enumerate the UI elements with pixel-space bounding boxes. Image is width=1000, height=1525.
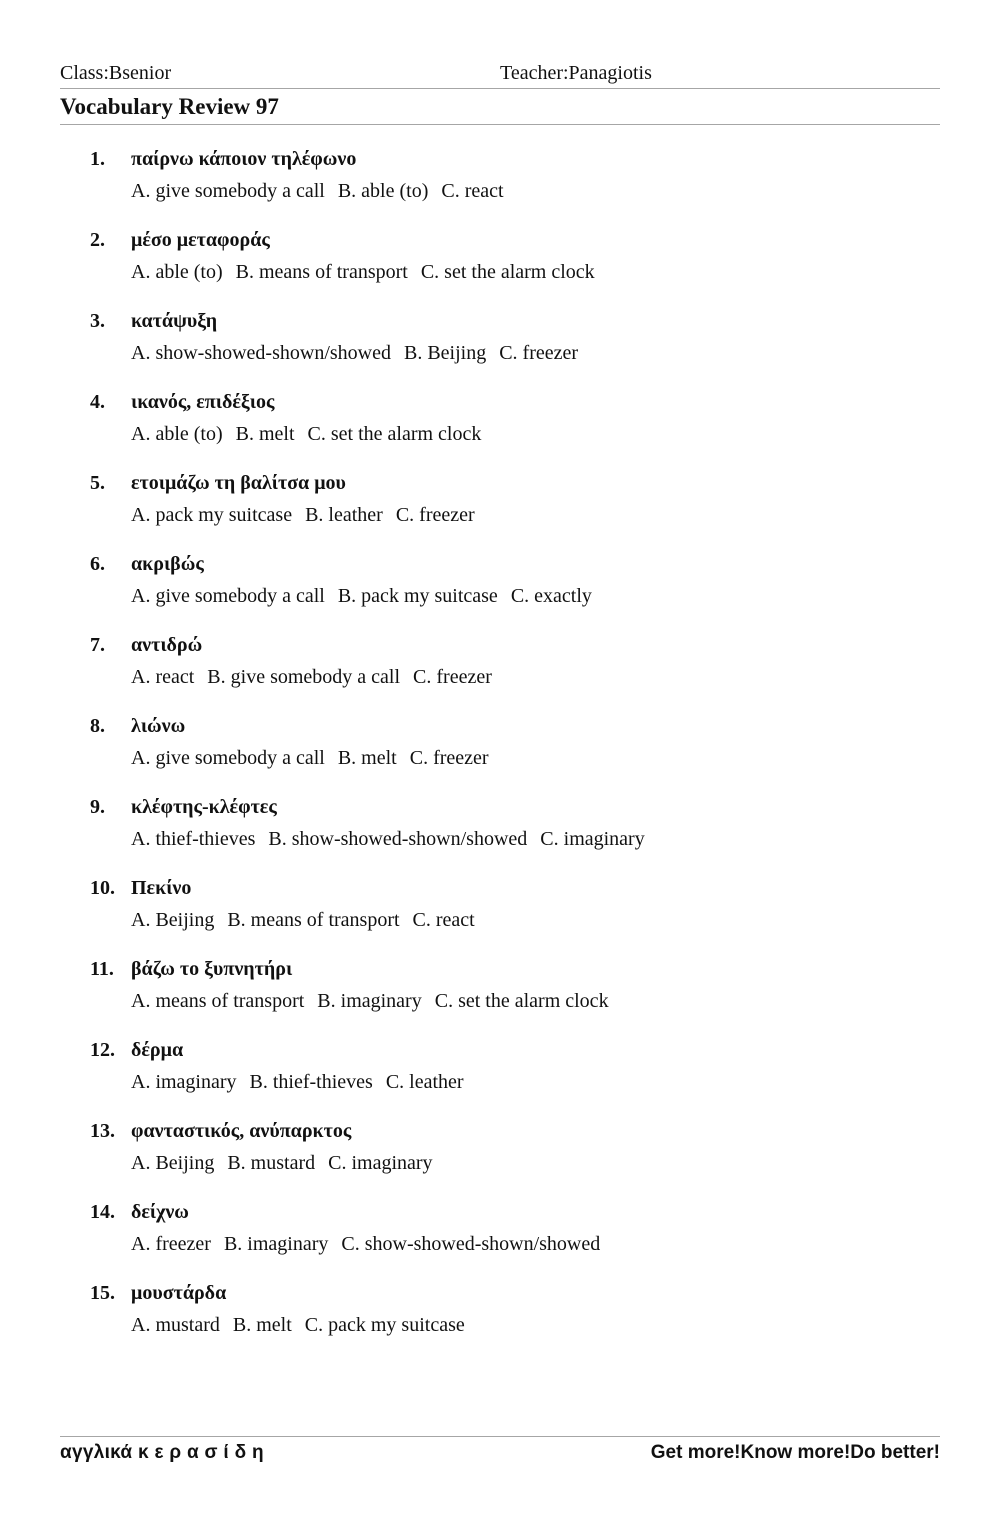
answer-option[interactable]: A. Beijing bbox=[131, 1152, 215, 1174]
question-number: 13. bbox=[90, 1120, 115, 1142]
answer-option[interactable]: B. mustard bbox=[227, 1152, 316, 1174]
header-divider bbox=[60, 88, 940, 89]
answer-option[interactable]: C. freezer bbox=[395, 504, 475, 526]
question-item bbox=[90, 1039, 940, 1120]
answer-option[interactable]: A. pack my suitcase bbox=[131, 504, 293, 526]
answer-option[interactable]: B. give somebody a call bbox=[207, 666, 401, 688]
question-number: 12. bbox=[90, 1039, 115, 1061]
question-term: δείχνω bbox=[131, 1201, 189, 1223]
question-term: μέσο μεταφοράς bbox=[131, 229, 270, 251]
question-item bbox=[90, 1201, 940, 1282]
answer-option[interactable]: B. imaginary bbox=[317, 990, 422, 1012]
answer-option[interactable]: C. set the alarm clock bbox=[434, 990, 609, 1012]
answer-option[interactable]: A. able (to) bbox=[131, 261, 223, 283]
answer-option[interactable]: C. react bbox=[412, 909, 475, 931]
answer-options bbox=[131, 1233, 613, 1256]
answer-option[interactable]: A. able (to) bbox=[131, 423, 223, 445]
question-term: κατάψυξη bbox=[131, 310, 218, 332]
question-item bbox=[90, 958, 940, 1039]
question-item bbox=[90, 877, 940, 958]
answer-option[interactable]: C. freezer bbox=[413, 666, 492, 688]
answer-option[interactable]: B. means of transport bbox=[235, 261, 408, 283]
answer-option[interactable]: B. melt bbox=[337, 747, 397, 769]
question-term: φανταστικός, ανύπαρκτος bbox=[131, 1120, 352, 1142]
question-item bbox=[90, 1282, 940, 1363]
question-number: 15. bbox=[90, 1282, 115, 1304]
teacher-label: Teacher:Panagiotis bbox=[500, 62, 652, 84]
answer-options bbox=[131, 180, 517, 203]
answer-option[interactable]: C. imaginary bbox=[328, 1152, 433, 1174]
page-title: Vocabulary Review 97 bbox=[60, 94, 279, 119]
question-item bbox=[90, 1120, 940, 1201]
answer-options bbox=[131, 828, 658, 851]
answer-options bbox=[131, 504, 488, 527]
question-item bbox=[90, 796, 940, 877]
footer-divider bbox=[60, 1436, 940, 1437]
answer-options bbox=[131, 909, 488, 932]
question-list bbox=[90, 148, 940, 1363]
answer-option[interactable]: A. freezer bbox=[131, 1233, 211, 1255]
answer-options bbox=[131, 261, 608, 284]
answer-option[interactable]: A. show-showed-shown/showed bbox=[131, 342, 391, 364]
question-term: αντιδρώ bbox=[131, 634, 203, 656]
question-term: λιώνω bbox=[131, 715, 186, 737]
question-number: 1. bbox=[90, 148, 105, 170]
question-item bbox=[90, 472, 940, 553]
answer-option[interactable]: B. melt bbox=[232, 1314, 292, 1336]
answer-options bbox=[131, 342, 591, 365]
answer-option[interactable]: C. leather bbox=[385, 1071, 464, 1093]
answer-options bbox=[131, 747, 502, 770]
question-term: μουστάρδα bbox=[131, 1282, 227, 1304]
answer-option[interactable]: A. imaginary bbox=[131, 1071, 237, 1093]
question-number: 11. bbox=[90, 958, 114, 980]
answer-option[interactable]: C. pack my suitcase bbox=[304, 1314, 465, 1336]
question-number: 6. bbox=[90, 553, 105, 575]
question-number: 3. bbox=[90, 310, 105, 332]
question-number: 10. bbox=[90, 877, 115, 899]
answer-options bbox=[131, 1314, 478, 1337]
answer-option[interactable]: B. means of transport bbox=[227, 909, 400, 931]
answer-option[interactable]: B. imaginary bbox=[223, 1233, 329, 1255]
answer-options bbox=[131, 585, 605, 608]
question-term: Πεκίνο bbox=[131, 877, 192, 899]
answer-option[interactable]: C. react bbox=[441, 180, 504, 202]
answer-option[interactable]: B. leather bbox=[305, 504, 383, 526]
question-number: 5. bbox=[90, 472, 105, 494]
answer-option[interactable]: C. show-showed-shown/showed bbox=[341, 1233, 601, 1255]
question-term: κλέφτης-κλέφτες bbox=[131, 796, 277, 818]
question-item bbox=[90, 229, 940, 310]
answer-option[interactable]: C. set the alarm clock bbox=[307, 423, 482, 445]
footer-brand: αγγλικά κ ε ρ α σ ί δ η bbox=[60, 1442, 264, 1463]
question-item bbox=[90, 634, 940, 715]
question-number: 8. bbox=[90, 715, 105, 737]
answer-option[interactable]: A. means of transport bbox=[131, 990, 305, 1012]
footer-slogan: Get more!Know more!Do better! bbox=[650, 1442, 940, 1463]
answer-option[interactable]: C. imaginary bbox=[540, 828, 645, 850]
question-number: 7. bbox=[90, 634, 105, 656]
answer-option[interactable]: C. freezer bbox=[499, 342, 579, 364]
answer-option[interactable]: A. Beijing bbox=[131, 909, 215, 931]
class-label: Class:Bsenior bbox=[60, 62, 172, 84]
question-item bbox=[90, 391, 940, 472]
answer-option[interactable]: B. able (to) bbox=[337, 180, 429, 202]
answer-option[interactable]: B. show-showed-shown/showed bbox=[268, 828, 528, 850]
answer-option[interactable]: B. pack my suitcase bbox=[337, 585, 498, 607]
question-number: 14. bbox=[90, 1201, 115, 1223]
question-item bbox=[90, 148, 940, 229]
answer-option[interactable]: A. give somebody a call bbox=[131, 747, 325, 769]
answer-option[interactable]: C. freezer bbox=[409, 747, 489, 769]
answer-option[interactable]: C. set the alarm clock bbox=[420, 261, 595, 283]
question-item bbox=[90, 715, 940, 796]
answer-option[interactable]: C. exactly bbox=[510, 585, 592, 607]
question-term: παίρνω κάποιον τηλέφωνο bbox=[131, 148, 357, 170]
question-number: 9. bbox=[90, 796, 105, 818]
answer-option[interactable]: A. give somebody a call bbox=[131, 585, 325, 607]
answer-option[interactable]: A. thief-thieves bbox=[131, 828, 256, 850]
question-item bbox=[90, 310, 940, 391]
answer-option[interactable]: B. thief-thieves bbox=[249, 1071, 373, 1093]
question-term: ακριβώς bbox=[131, 553, 204, 575]
question-term: ικανός, επιδέξιος bbox=[131, 391, 275, 413]
question-item bbox=[90, 553, 940, 634]
answer-options bbox=[131, 423, 494, 446]
answer-option[interactable]: A. react bbox=[131, 666, 195, 688]
question-term: βάζω το ξυπνητήρι bbox=[131, 958, 293, 980]
answer-options bbox=[131, 1071, 477, 1094]
question-term: δέρμα bbox=[131, 1039, 184, 1061]
answer-option[interactable]: B. melt bbox=[235, 423, 295, 445]
answer-option[interactable]: B. Beijing bbox=[403, 342, 487, 364]
answer-option[interactable]: A. give somebody a call bbox=[131, 180, 325, 202]
question-term: ετοιμάζω τη βαλίτσα μου bbox=[131, 472, 346, 494]
question-number: 4. bbox=[90, 391, 105, 413]
question-number: 2. bbox=[90, 229, 105, 251]
answer-option[interactable]: A. mustard bbox=[131, 1314, 220, 1336]
answer-options bbox=[131, 666, 505, 689]
answer-options bbox=[131, 990, 622, 1013]
answer-options bbox=[131, 1152, 446, 1175]
header-row bbox=[60, 62, 940, 88]
title-divider bbox=[60, 124, 940, 125]
